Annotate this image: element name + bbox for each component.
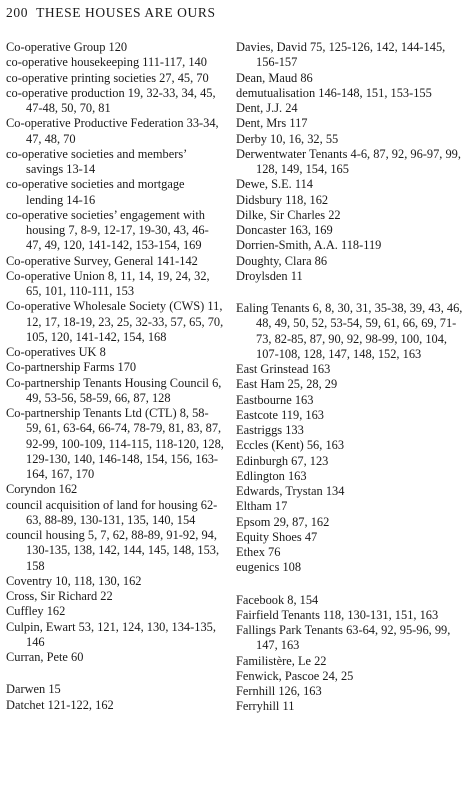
- index-entry: Co-partnership Tenants Housing Council 6, 49, 53-56, 58-59, 66, 87, 128: [6, 375, 222, 405]
- index-entry: Dent, Mrs 117: [236, 116, 308, 131]
- index-entry: Derby 10, 16, 32, 55: [236, 131, 339, 146]
- index-entry: Dilke, Sir Charles 22: [236, 207, 341, 222]
- index-column-left: [6, 40, 224, 713]
- index-entry: Davies, David 75, 125-126, 142, 144-145, 156-157: [236, 40, 446, 70]
- index-entry: co-operative printing societies 27, 45, 70: [6, 70, 209, 85]
- index-entry: Ealing Tenants 6, 8, 30, 31, 35-38, 39, 43, 46, 48, 49, 50, 52, 53-54, 59, 61, 66, 69, 71-73, 82-85, 87, 90, 92, 98-99, 100, 104, 107-108, 128, 147, 148, 152, 163: [236, 301, 463, 361]
- index-entry: Epsom 29, 87, 162: [236, 514, 330, 529]
- index-entry: Co-partnership Farms 170: [6, 360, 137, 375]
- index-entry: Edwards, Trystan 134: [236, 484, 345, 498]
- index-entry: Eastbourne 163: [236, 392, 314, 407]
- index-entry: co-operative housekeeping 111-117, 140: [6, 55, 207, 70]
- index-entry: Droylsden 11: [236, 268, 303, 283]
- index-entry: Dent, J.J. 24: [236, 101, 298, 115]
- index-entry: co-operative societies and mortgage lending 14-16: [6, 177, 185, 207]
- index-entry: East Grinstead 163: [236, 362, 331, 376]
- index-entry: Co-operative Survey, General 141-142: [6, 253, 198, 268]
- index-entry: Coryndon 162: [6, 482, 78, 497]
- index-entry: Dorrien-Smith, A.A. 118-119: [236, 238, 382, 253]
- letter-section-gap: [236, 284, 466, 301]
- index-entry: co-operative production 19, 32-33, 34, 45, 47-48, 50, 70, 81: [6, 85, 216, 115]
- index-entry: Dewe, S.E. 114: [236, 177, 313, 192]
- index-entry: co-operative societies’ engagement with housing 7, 8-9, 12-17, 19-30, 43, 46-47, 49, 120, 141-142, 153-154, 169: [6, 207, 209, 253]
- index-column-right: [236, 40, 466, 715]
- index-entry: Eccles (Kent) 56, 163: [236, 438, 345, 453]
- index-entry: Datchet 121-122, 162: [6, 697, 114, 712]
- index-entry: co-operative societies and members’ savings 13-14: [6, 146, 187, 176]
- index-entry: demutualisation 146-148, 151, 153-155: [236, 85, 432, 100]
- letter-section-gap: [6, 665, 224, 682]
- index-entry: eugenics 108: [236, 560, 302, 575]
- running-head: [6, 2, 466, 24]
- index-entry: Fernhill 126, 163: [236, 684, 322, 698]
- index-entry: Facebook 8, 154: [236, 592, 319, 607]
- index-entry: Co-operative Group 120: [6, 40, 128, 54]
- running-title: THESE HOUSES ARE OURS: [36, 5, 216, 20]
- index-entry: Eastcote 119, 163: [236, 407, 324, 422]
- index-entry: Co-operatives UK 8: [6, 345, 106, 359]
- page-number: 200: [6, 5, 29, 20]
- index-entry: Co-operative Union 8, 11, 14, 19, 24, 32, 65, 101, 110-111, 153: [6, 268, 210, 298]
- index-entry: Co-partnership Tenants Ltd (CTL) 8, 58-59, 61, 63-64, 66-74, 78-79, 81, 83, 87, 92-99, 100-109, 114-115, 118-120, 128, 129-130, 140, 146-148, 154, 156, 163-164, 167, 170: [6, 406, 224, 481]
- index-entry: Fairfield Tenants 118, 130-131, 151, 163: [236, 607, 439, 622]
- index-entry: Edlington 163: [236, 468, 307, 483]
- index-entry: Fallings Park Tenants 63-64, 92, 95-96, 99, 147, 163: [236, 623, 451, 653]
- index-entry: Doncaster 163, 169: [236, 223, 333, 237]
- index-entry: Co-operative Wholesale Society (CWS) 11, 12, 17, 18-19, 23, 25, 32-33, 57, 65, 70, 105, 120, 141-142, 154, 168: [6, 299, 224, 344]
- index-entry: Culpin, Ewart 53, 121, 124, 130, 134-135, 146: [6, 619, 216, 649]
- index-entry: Co-operative Productive Federation 33-34, 47, 48, 70: [6, 116, 219, 146]
- index-entry: Dean, Maud 86: [236, 70, 313, 85]
- index-entry: Derwentwater Tenants 4-6, 87, 92, 96-97, 99, 128, 149, 154, 165: [236, 146, 461, 176]
- index-entry: Eastriggs 133: [236, 423, 304, 437]
- index-entry: council acquisition of land for housing 62-63, 88-89, 130-131, 135, 140, 154: [6, 497, 218, 527]
- index-entry: council housing 5, 7, 62, 88-89, 91-92, 94, 130-135, 138, 142, 144, 145, 148, 153, 158: [6, 528, 220, 573]
- index-entry: Eltham 17: [236, 499, 288, 514]
- index-entry: Edinburgh 67, 123: [236, 453, 329, 468]
- index-entry: Ethex 76: [236, 545, 281, 559]
- index-entry: Curran, Pete 60: [6, 650, 84, 664]
- index-entry: East Ham 25, 28, 29: [236, 377, 338, 392]
- index-entry: Cuffley 162: [6, 604, 66, 619]
- index-entry: Equity Shoes 47: [236, 529, 318, 544]
- index-entry: Coventry 10, 118, 130, 162: [6, 573, 142, 588]
- index-entry: Familistère, Le 22: [236, 653, 327, 668]
- index-entry: Didsbury 118, 162: [236, 192, 329, 207]
- index-entry: Doughty, Clara 86: [236, 253, 328, 268]
- index-entry: Darwen 15: [6, 682, 61, 697]
- letter-section-gap: [236, 576, 466, 593]
- index-entry: Ferryhill 11: [236, 699, 295, 714]
- index-entry: Cross, Sir Richard 22: [6, 589, 113, 603]
- index-entry: Fenwick, Pascoe 24, 25: [236, 668, 354, 683]
